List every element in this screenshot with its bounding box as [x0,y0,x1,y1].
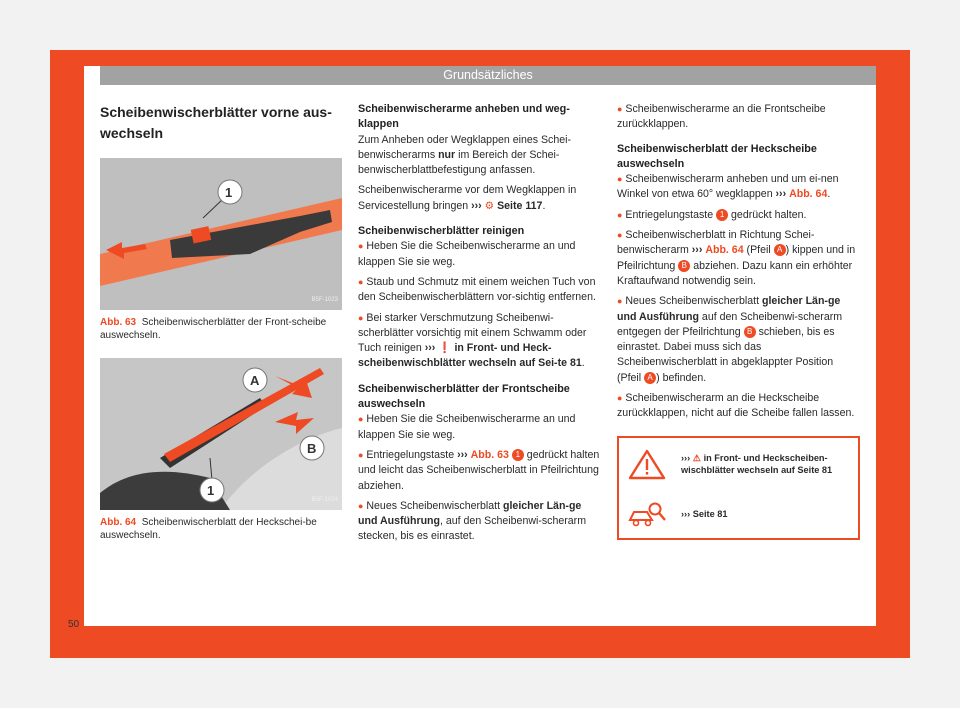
marker-B: B [307,441,317,456]
figure-64-label: Abb. 64 [100,517,137,528]
marker-1: 1 [207,483,215,498]
figure-64 [100,358,342,510]
bullet: ● Scheibenwischerarm an die Heckscheibe zurückklappen, nicht auf die Scheibe fallen lassen. [617,392,855,420]
bullet: ● Neues Scheibenwischerblatt gleicher Län-ge und Ausführung, auf den Scheibenwi-scherarm stecken, bis es einrastet. [358,499,587,543]
figure-link[interactable]: Abb. 63 [470,448,509,461]
figure-link[interactable]: Abb. 64 [705,244,744,257]
column-left [100,102,342,542]
bullet: ● Heben Sie die Scheibenwischerarme an und klappen Sie sie weg. [358,413,576,441]
figure-63 [100,158,342,310]
heading-front-blades: Scheibenwischerblätter der Frontscheibe auswechseln [358,382,570,411]
bullet: ● Scheibenwischerarm anheben und um ei-nen Winkel von etwa 60° wegklappen ››› Abb. 64. [617,173,839,201]
page-link[interactable]: Seite 117 [497,199,543,212]
figure-63-caption-text: Scheibenwischerblätter der Front-scheibe auswechseln. [100,317,327,341]
warning-box [617,436,860,540]
warning-row [627,448,850,480]
warning-triangle-icon [627,448,667,480]
marker-1: 1 [512,449,524,461]
bullet: ● Neues Scheibenwischerblatt gleicher Län-ge und Ausführung auf den Scheibenwi-scherarm entgegen der Pfeilrichtung B schieben, bis es einrastet. Dabei muss sich das Scheibenwischerblatt in abgeklappter Position (Pfeil A ) befinden. [617,295,843,384]
figure-63-label: Abb. 63 [100,317,137,328]
marker-1: 1 [716,209,728,221]
page-link[interactable]: ››› Seite 81 [681,508,728,519]
wiper-front-illustration [100,158,342,310]
figure-64-caption-text: Scheibenwischerblatt der Heckschei-be auswechseln. [100,517,317,541]
bullet: ● Entriegelungstaste ››› Abb. 63 1 gedrückt halten und leicht das Scheibenwischerblatt in Pfeilrichtung abziehen. [358,448,600,492]
note-row [627,500,850,528]
bullet: ● Bei starker Verschmutzung Scheibenwi-scherblätter vorsichtig mit einem Schwamm oder Tuch reinigen ››› ❗ in Front- und Heck-scheibenwischblätter wechseln auf Sei-te 81. [358,311,587,370]
service-car-icon [627,500,667,528]
figure-link[interactable]: Abb. 64 [789,188,828,201]
marker-A: A [774,244,786,256]
column-middle [358,102,601,550]
wiper-rear-illustration [100,358,342,510]
section-heading: Scheibenwischerblätter vorne aus-wechseln [100,104,332,141]
warning-icon: ❗ [438,342,452,355]
service-icon: ⚙ [484,199,495,212]
heading-clean-blades: Scheibenwischerblätter reinigen [358,225,525,238]
page-number: 50 [68,619,80,630]
figure-code: B5F-1024 [311,496,338,503]
marker-B: B [744,326,756,338]
figure-code: B5F-1023 [311,296,338,303]
marker-B: B [678,260,690,272]
section-header: Grundsätzliches [100,66,876,85]
figure-64-caption [100,516,342,542]
heading-raise-arms: Scheibenwischerarme anheben und weg-klappen [358,103,570,131]
para-raise-arms: Zum Anheben oder Wegklappen eines Schei-benwischerarms nur im Bereich der Schei-benwischerblattbefestigung anfassen. [358,133,571,177]
marker-A: A [644,372,656,384]
warning-link[interactable]: in Front- und Heck-scheibenwischblätter wechseln auf Sei-te 81 [358,342,582,370]
warning-link[interactable]: ››› ⚠ in Front- und Heckscheiben-wischblätter wechseln auf Seite 81 [681,452,833,475]
bullet: ● Entriegelungstaste 1 gedrückt halten. [617,208,807,221]
para-service-position: Scheibenwischerarme vor dem Wegklappen in Servicestellung bringen ››› ⚙ Seite 117. [358,184,577,212]
bullet: ● Scheibenwischerblatt in Richtung Schei-benwischerarm ››› Abb. 64 (Pfeil A ) kippen und in Pfeilrichtung B abziehen. Dazu kann ein erhöhter Kraftaufwand notwendig sein. [617,229,856,287]
bullet: ● Heben Sie die Scheibenwischerarme an und klappen Sie sie weg. [358,240,576,268]
marker-A: A [250,373,260,388]
bullet: ● Scheibenwischerarme an die Frontscheibe zurückklappen. [617,103,826,131]
figure-63-caption [100,316,342,342]
column-right [617,102,860,540]
bullet: ● Staub und Schmutz mit einem weichen Tuch von den Scheibenwischerblättern vor-sichtig entfernen. [358,275,596,304]
document-page [68,66,876,630]
marker-1: 1 [225,185,233,200]
heading-rear-blade: Scheibenwischerblatt der Heckscheibe auswechseln [617,142,817,170]
